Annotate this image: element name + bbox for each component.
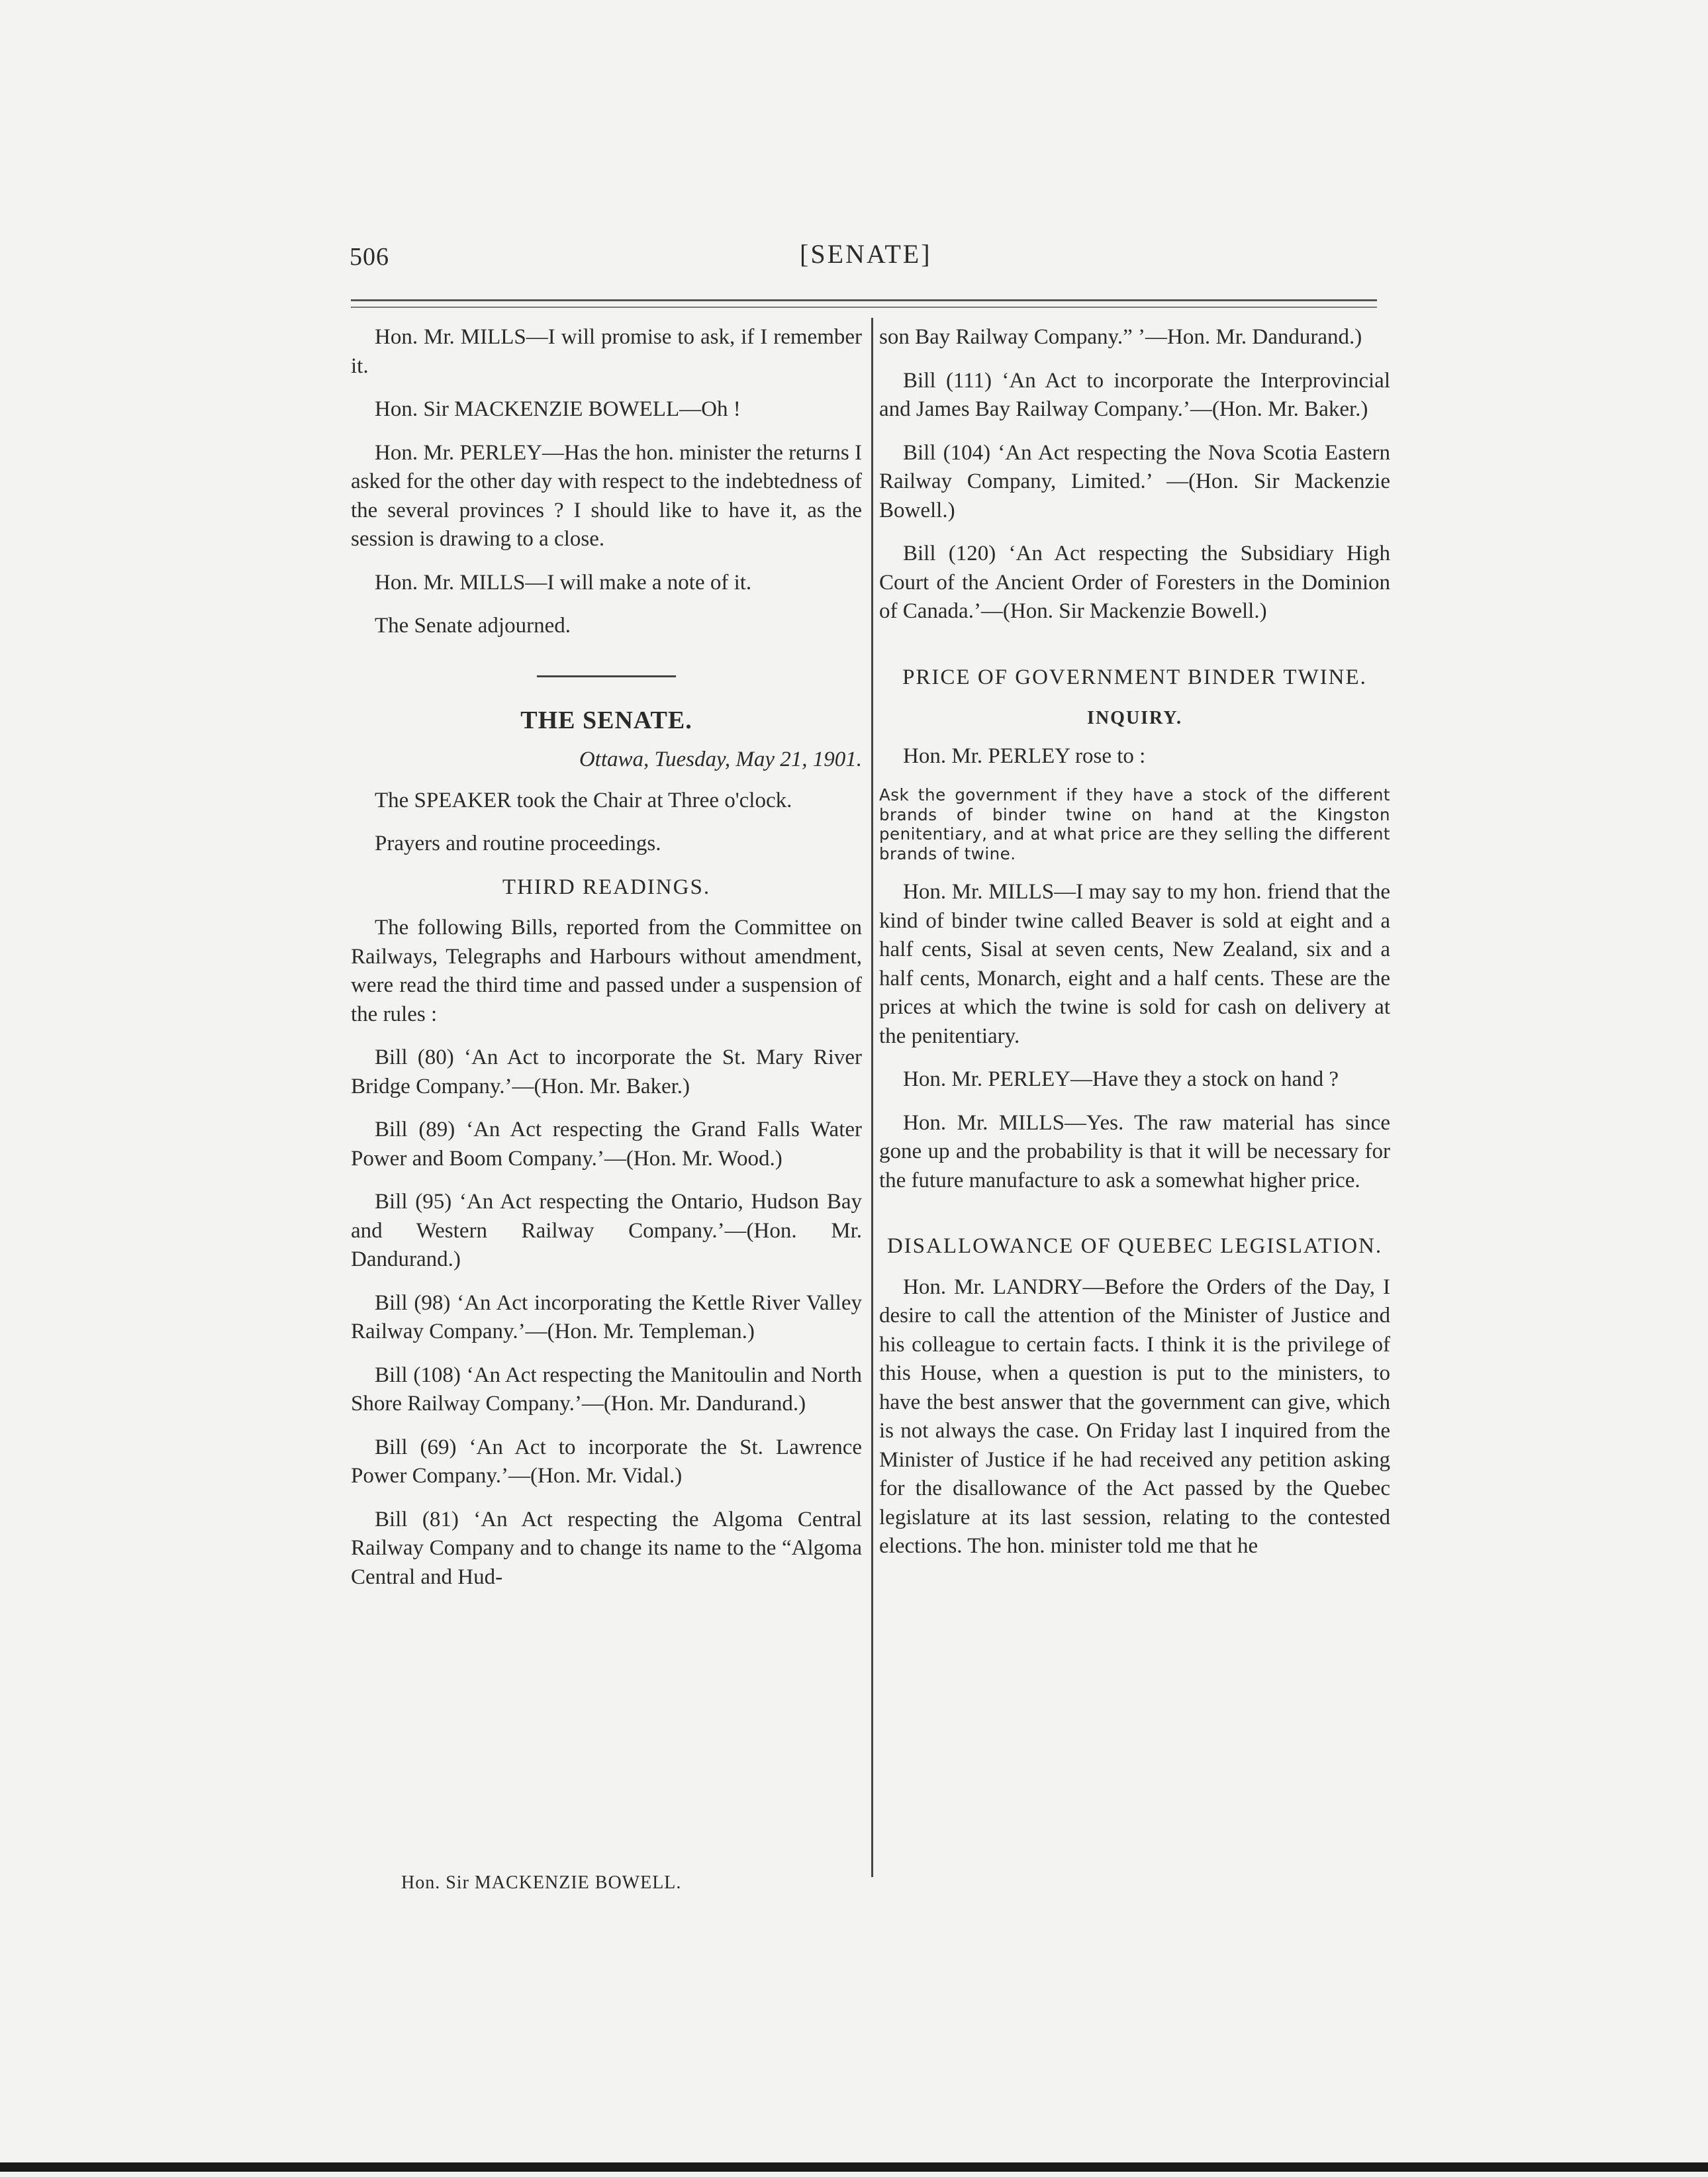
bill-108: Bill (108) ‘An Act respecting the Manitoulin and North Shore Railway Company.’—(Hon. Mr. Dandurand.)	[351, 1363, 862, 1416]
footer-catchline: Hon. Sir MACKENZIE BOWELL.	[401, 1872, 682, 1893]
bill-89: Bill (89) ‘An Act respecting the Grand Falls Water Power and Boom Company.’—(Hon. Mr. Wood.)	[351, 1118, 862, 1171]
page-number: 506	[350, 243, 389, 271]
paragraph-mills-yes: Hon. Mr. MILLS—Yes. The raw material has since gone up and the probability is that it will be necessary for the future manufacture to ask a somewhat higher price.	[879, 1110, 1390, 1192]
bill-120: Bill (120) ‘An Act respecting the Subsidiary High Court of the Ancient Order of Foresters in the Dominion of Canada.’—(Hon. Sir Mackenzie Bowell.)	[879, 542, 1390, 623]
bill-95: Bill (95) ‘An Act respecting the Ontario, Hudson Bay and Western Railway Company.’—(Hon. Mr. Dandurand.)	[351, 1190, 862, 1271]
bill-81: Bill (81) ‘An Act respecting the Algoma Central Railway Company and to change its name to the “Algoma Central and Hud-	[351, 1507, 862, 1589]
paragraph-mills-note: Hon. Mr. MILLS—I will make a note of it.	[375, 570, 752, 595]
binder-twine-heading: PRICE OF GOVERNMENT BINDER TWINE.	[902, 665, 1367, 689]
bill-104: Bill (104) ‘An Act respecting the Nova Scotia Eastern Railway Company, Limited.’ —(Hon. Sir Mackenzie Bowell.)	[879, 440, 1390, 522]
disallowance-heading: DISALLOWANCE OF QUEBEC LEGISLATION.	[886, 1234, 1383, 1258]
paragraph-prayers: Prayers and routine proceedings.	[375, 832, 661, 855]
paragraph-landry: Hon. Mr. LANDRY—Before the Orders of the Day, I desire to call the attention of the Minister of Justice and his colleague to certain facts. I think it is the privilege of this House, when a question is put to the ministers, to have the best answer that the government can give, which is not always the case. On Friday last I inquired from the Minister of Justice if he had received any petition asking for the disallowance of the Act passed by the Quebec legislature at its last session, relating to the contested elections. The hon. minister told me that he	[879, 1275, 1390, 1558]
paragraph-perley-returns: Hon. Mr. PERLEY—Has the hon. minister the returns I asked for the other day with respect to the indebtedness of the several provinces ? I should like to have it, as the session is drawing to a close.	[351, 440, 862, 551]
section-divider	[537, 675, 676, 677]
right-column	[879, 323, 1390, 1576]
senate-title: THE SENATE.	[520, 706, 692, 734]
bill-111: Bill (111) ‘An Act to incorporate the Interprovincial and James Bay Railway Company.’—(Hon. Mr. Baker.)	[879, 368, 1390, 421]
paragraph-mills-promise: Hon. Mr. MILLS—I will promise to ask, if I remember it.	[351, 325, 862, 378]
bill-69: Bill (69) ‘An Act to incorporate the St. Lawrence Power Company.’—(Hon. Mr. Vidal.)	[351, 1435, 862, 1488]
paragraph-perley-rose: Hon. Mr. PERLEY rose to :	[903, 744, 1146, 768]
paragraph-mills-reply: Hon. Mr. MILLS—I may say to my hon. friend that the kind of binder twine called Beaver is sold at eight and a half cents, Sisal at seven cents, New Zealand, six and a half cents, Monarch, eight and a half cents. These are the prices at which the twine is sold for cash on delivery at the penitentiary.	[879, 880, 1390, 1048]
third-readings-heading: THIRD READINGS.	[502, 875, 711, 899]
running-head: [SENATE]	[800, 239, 932, 269]
paragraph-perley-stock: Hon. Mr. PERLEY—Have they a stock on hand ?	[903, 1067, 1339, 1091]
spacer	[879, 641, 1390, 663]
paragraph-bowell-oh: Hon. Sir MACKENZIE BOWELL—Oh !	[375, 397, 741, 421]
bill-80: Bill (80) ‘An Act to incorporate the St. Mary River Bridge Company.’—(Hon. Mr. Baker.)	[351, 1045, 862, 1098]
paragraph-senate-adjourned: The Senate adjourned.	[375, 614, 571, 638]
inquiry-text: Ask the government if they have a stock of the different brands of binder twine on hand at the Kingston penitentiary, and at what price are they selling the different brands of twine.	[879, 785, 1390, 863]
paragraph-following-bills: The following Bills, reported from the Committee on Railways, Telegraphs and Harbours without amendment, were read the third time and passed under a suspension of the rules :	[351, 916, 862, 1026]
header-rule-thin	[351, 307, 1377, 308]
bill-81-continued: son Bay Railway Company.” ’—Hon. Mr. Dandurand.)	[879, 325, 1362, 349]
left-column	[351, 323, 862, 1606]
bill-98: Bill (98) ‘An Act incorporating the Kettle River Valley Railway Company.’—(Hon. Mr. Templeman.)	[351, 1290, 862, 1343]
dateline: Ottawa, Tuesday, May 21, 1901.	[579, 748, 862, 771]
header-rule	[351, 299, 1377, 301]
paragraph-speaker-chair: The SPEAKER took the Chair at Three o'clock.	[375, 788, 792, 812]
inquiry-heading: INQUIRY.	[1087, 708, 1182, 728]
scan-edge-bar	[0, 2162, 1708, 2172]
column-divider	[871, 318, 873, 1877]
spacer	[879, 1210, 1390, 1232]
